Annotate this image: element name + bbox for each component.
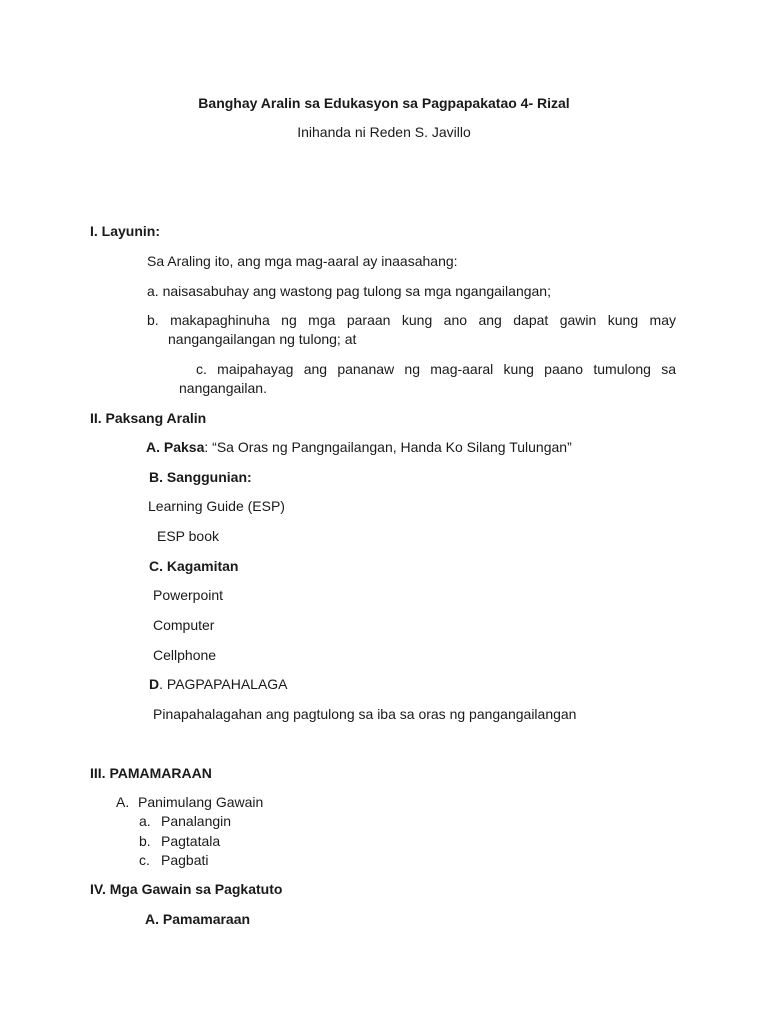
list-item: [139, 832, 220, 850]
section-heading-pamamaraan: III. PAMAMARAAN: [90, 765, 212, 781]
kagamitan-item: Cellphone: [153, 647, 217, 663]
document-author: Inihanda ni Reden S. Javillo: [297, 124, 471, 140]
list-item: [139, 851, 208, 869]
layunin-item-c-line1: c. maipahayag ang pananaw ng mag-aaral kung paano tumulong sa: [196, 361, 676, 377]
gawain-item-a: A. Pamamaraan: [145, 911, 251, 927]
section-heading-paksang-aralin: II. Paksang Aralin: [90, 410, 207, 426]
section-heading-layunin: I. Layunin:: [90, 223, 160, 239]
paksa-value: : “Sa Oras ng Pangngailangan, Handa Ko Silang Tulungan”: [204, 439, 572, 455]
list-marker: A.: [116, 794, 130, 810]
layunin-intro: Sa Araling ito, ang mga mag-aaral ay inaasahang:: [147, 253, 458, 269]
list-item-label: Pagbati: [161, 852, 209, 868]
list-item-label: Panimulang Gawain: [138, 794, 264, 810]
paksa-label: A. Paksa: [146, 439, 205, 455]
list-item-label: Panalangin: [161, 813, 232, 829]
list-marker: b.: [139, 833, 151, 849]
list-item: [139, 812, 231, 830]
paksa-line: [146, 438, 572, 456]
layunin-item-b-line1: b. makapaghinuha ng mga paraan kung ano ang dapat gawin kung may: [147, 312, 676, 328]
list-item-label: Pagtatala: [161, 833, 221, 849]
layunin-item-b-line2: nangangailangan ng tulong; at: [168, 331, 357, 347]
pagpapahalaga-label: . PAGPAPAHALAGA: [159, 676, 288, 692]
sanggunian-label: B. Sanggunian:: [149, 469, 252, 485]
kagamitan-item: Computer: [153, 617, 215, 633]
list-marker: c.: [139, 852, 150, 868]
layunin-item-c-line2: nangangailan.: [179, 380, 267, 396]
pagpapahalaga-label-line: [149, 675, 288, 693]
layunin-item-a: a. naisasabuhay ang wastong pag tulong sa mga ngangailangan;: [147, 283, 551, 299]
pamamaraan-item-a: [116, 793, 263, 811]
sanggunian-item: ESP book: [157, 528, 220, 544]
list-marker: a.: [139, 813, 151, 829]
document-title: Banghay Aralin sa Edukasyon sa Pagpapakatao 4- Rizal: [198, 95, 570, 111]
sanggunian-item: Learning Guide (ESP): [148, 498, 285, 514]
kagamitan-item: Powerpoint: [153, 587, 224, 603]
section-heading-gawain: IV. Mga Gawain sa Pagkatuto: [90, 881, 283, 897]
pagpapahalaga-text: Pinapahalagahan ang pagtulong sa iba sa oras ng pangangailangan: [153, 706, 577, 722]
pagpapahalaga-letter: D: [149, 676, 160, 692]
kagamitan-label: C. Kagamitan: [149, 558, 239, 574]
